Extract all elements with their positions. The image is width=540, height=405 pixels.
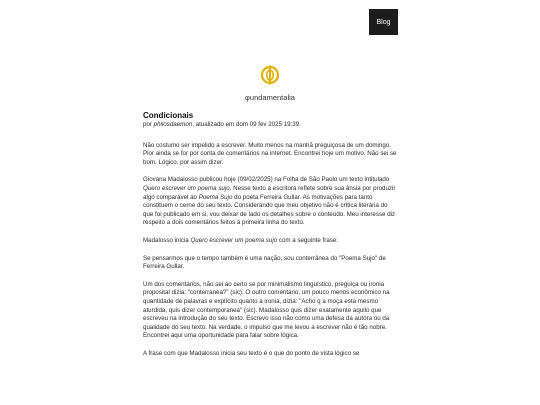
byline-prefix: por — [143, 121, 154, 128]
p2-title-quero: Quero escrever um poema sujo — [143, 184, 230, 192]
paragraph-3 — [143, 237, 398, 246]
article — [143, 111, 398, 367]
p2-title-poema: Poema Sujo — [198, 193, 233, 201]
p2-text-e: do poeta Ferreira Gullar. As motivações para tanto constituem o cerne do seu texto. Considerando que meu objetivo não é crítica literária do que foi publicado em si, vou deixar de lado os detalhes sobre o conteúdo. Meu interesse diz respeito a dois comentários feitos à primeira linha do texto. — [143, 193, 396, 227]
paragraph-6: A frase com que Madalosso inicia seu texto é o que do ponto de vista lógico se — [143, 349, 360, 357]
p3-text-a: Madalosso inicia — [143, 236, 191, 244]
post-byline — [143, 121, 398, 130]
post-date: , atualizado em dom 09 fev 2025 19:39. — [192, 121, 301, 128]
p2-text-a: Giovana Madalosso publicou hoje (09/02/2025) na Folha de São Paulo um texto intitulado — [143, 176, 390, 184]
paragraph-5: Um dos comentários, não sei ao certo se por minimalismo linguístico, preguiça ou ironia proposital dizia: "conterranea?" (sic). O outro comentário, um pouco menos econômico na quantidade de palavras e explícito quanto a ironia, dizia: "Acho q a moça esta mesmo aturdida, quis dizer contemporanea" (sic). Madalosso quis dizer exatamente aquilo que escreveu na introdução do seu texto. Escrevo isso não como uma defesa da autora ou da qualidade do seu texto. Na verdade, o impulso que me levou a escrever não é tão nobre. Encontrei aqui uma oportunidade para falar sobre lógica. — [143, 280, 390, 340]
p2-text-c: . Nesse texto a escritora reflete sobre sua ânsia por produzir algo comparável ao — [143, 184, 396, 201]
paragraph-1: Não costumo ser impelido a escrever. Muito menos na manhã preguiçosa de um domingo. Pior ainda se for por conta de comentários na internet. Encontrei hoje um motivo. Não sei se bom. Lógico, por assim dizer. — [143, 141, 397, 166]
p3-title: Quero escrever um poema sujo — [190, 236, 278, 244]
blog-button[interactable]: Blog — [369, 9, 398, 35]
top-bar — [0, 0, 540, 46]
site-name[interactable]: φundamentalia — [245, 93, 295, 102]
paragraph-2 — [143, 176, 398, 228]
phi-circle-logo-icon[interactable] — [260, 64, 280, 86]
post-title: Condicionais — [143, 111, 194, 120]
quote-paragraph: Se pensarmos que o tempo também é uma nação, sou conterrânea do "Poema Sujo" de Ferreira Gullar. — [143, 254, 386, 271]
p3-text-c: com a seguinte frase: — [277, 236, 339, 244]
site-branding — [0, 64, 540, 105]
post-author: philosdaemon — [153, 121, 193, 128]
